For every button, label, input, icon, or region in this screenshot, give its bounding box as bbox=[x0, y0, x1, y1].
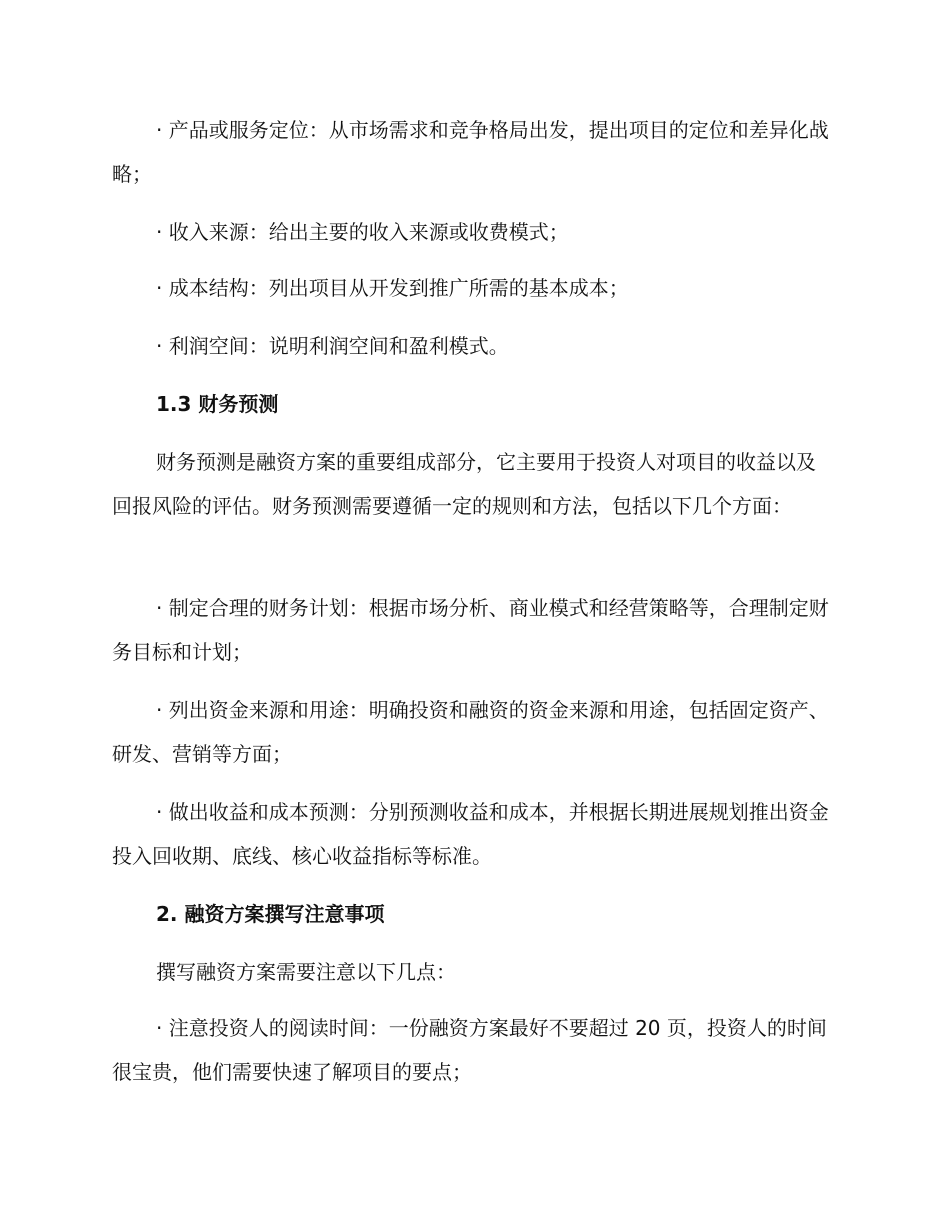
paragraph-financial-forecast-intro: 财务预测是融资方案的重要组成部分，它主要用于投资人对项目的收益以及回报风险的评估。财务预测需要遵循一定的规则和方法，包括以下几个方面： bbox=[112, 450, 816, 518]
bullet-fund-sources-uses: · 列出资金来源和用途：明确投资和融资的资金来源和用途，包括固定资产、研发、营销等方面； bbox=[112, 698, 829, 766]
bullet-revenue-cost-forecast: · 做出收益和成本预测：分别预测收益和成本，并根据长期进展规划推出资金投入回收期、底线、核心收益指标等标准。 bbox=[112, 800, 829, 868]
section-heading-financial-forecast: 1.3 财务预测 bbox=[156, 392, 279, 416]
bullet-cost-structure: · 成本结构：列出项目从开发到推广所需的基本成本； bbox=[156, 276, 629, 300]
paragraph-writing-notes-intro: 撰写融资方案需要注意以下几点： bbox=[156, 960, 456, 984]
bullet-reading-time: · 注意投资人的阅读时间：一份融资方案最好不要超过 20 页，投资人的时间很宝贵，他们需要快速了解项目的要点； bbox=[112, 1016, 827, 1084]
bullet-revenue-source: · 收入来源：给出主要的收入来源或收费模式； bbox=[156, 220, 569, 244]
section-heading-writing-notes: 2. 融资方案撰写注意事项 bbox=[156, 902, 385, 926]
bullet-financial-plan: · 制定合理的财务计划：根据市场分析、商业模式和经营策略等，合理制定财务目标和计划； bbox=[112, 596, 829, 664]
bullet-profit-margin: · 利润空间：说明利润空间和盈利模式。 bbox=[156, 334, 509, 358]
bullet-product-positioning: · 产品或服务定位：从市场需求和竞争格局出发，提出项目的定位和差异化战略； bbox=[112, 118, 829, 186]
